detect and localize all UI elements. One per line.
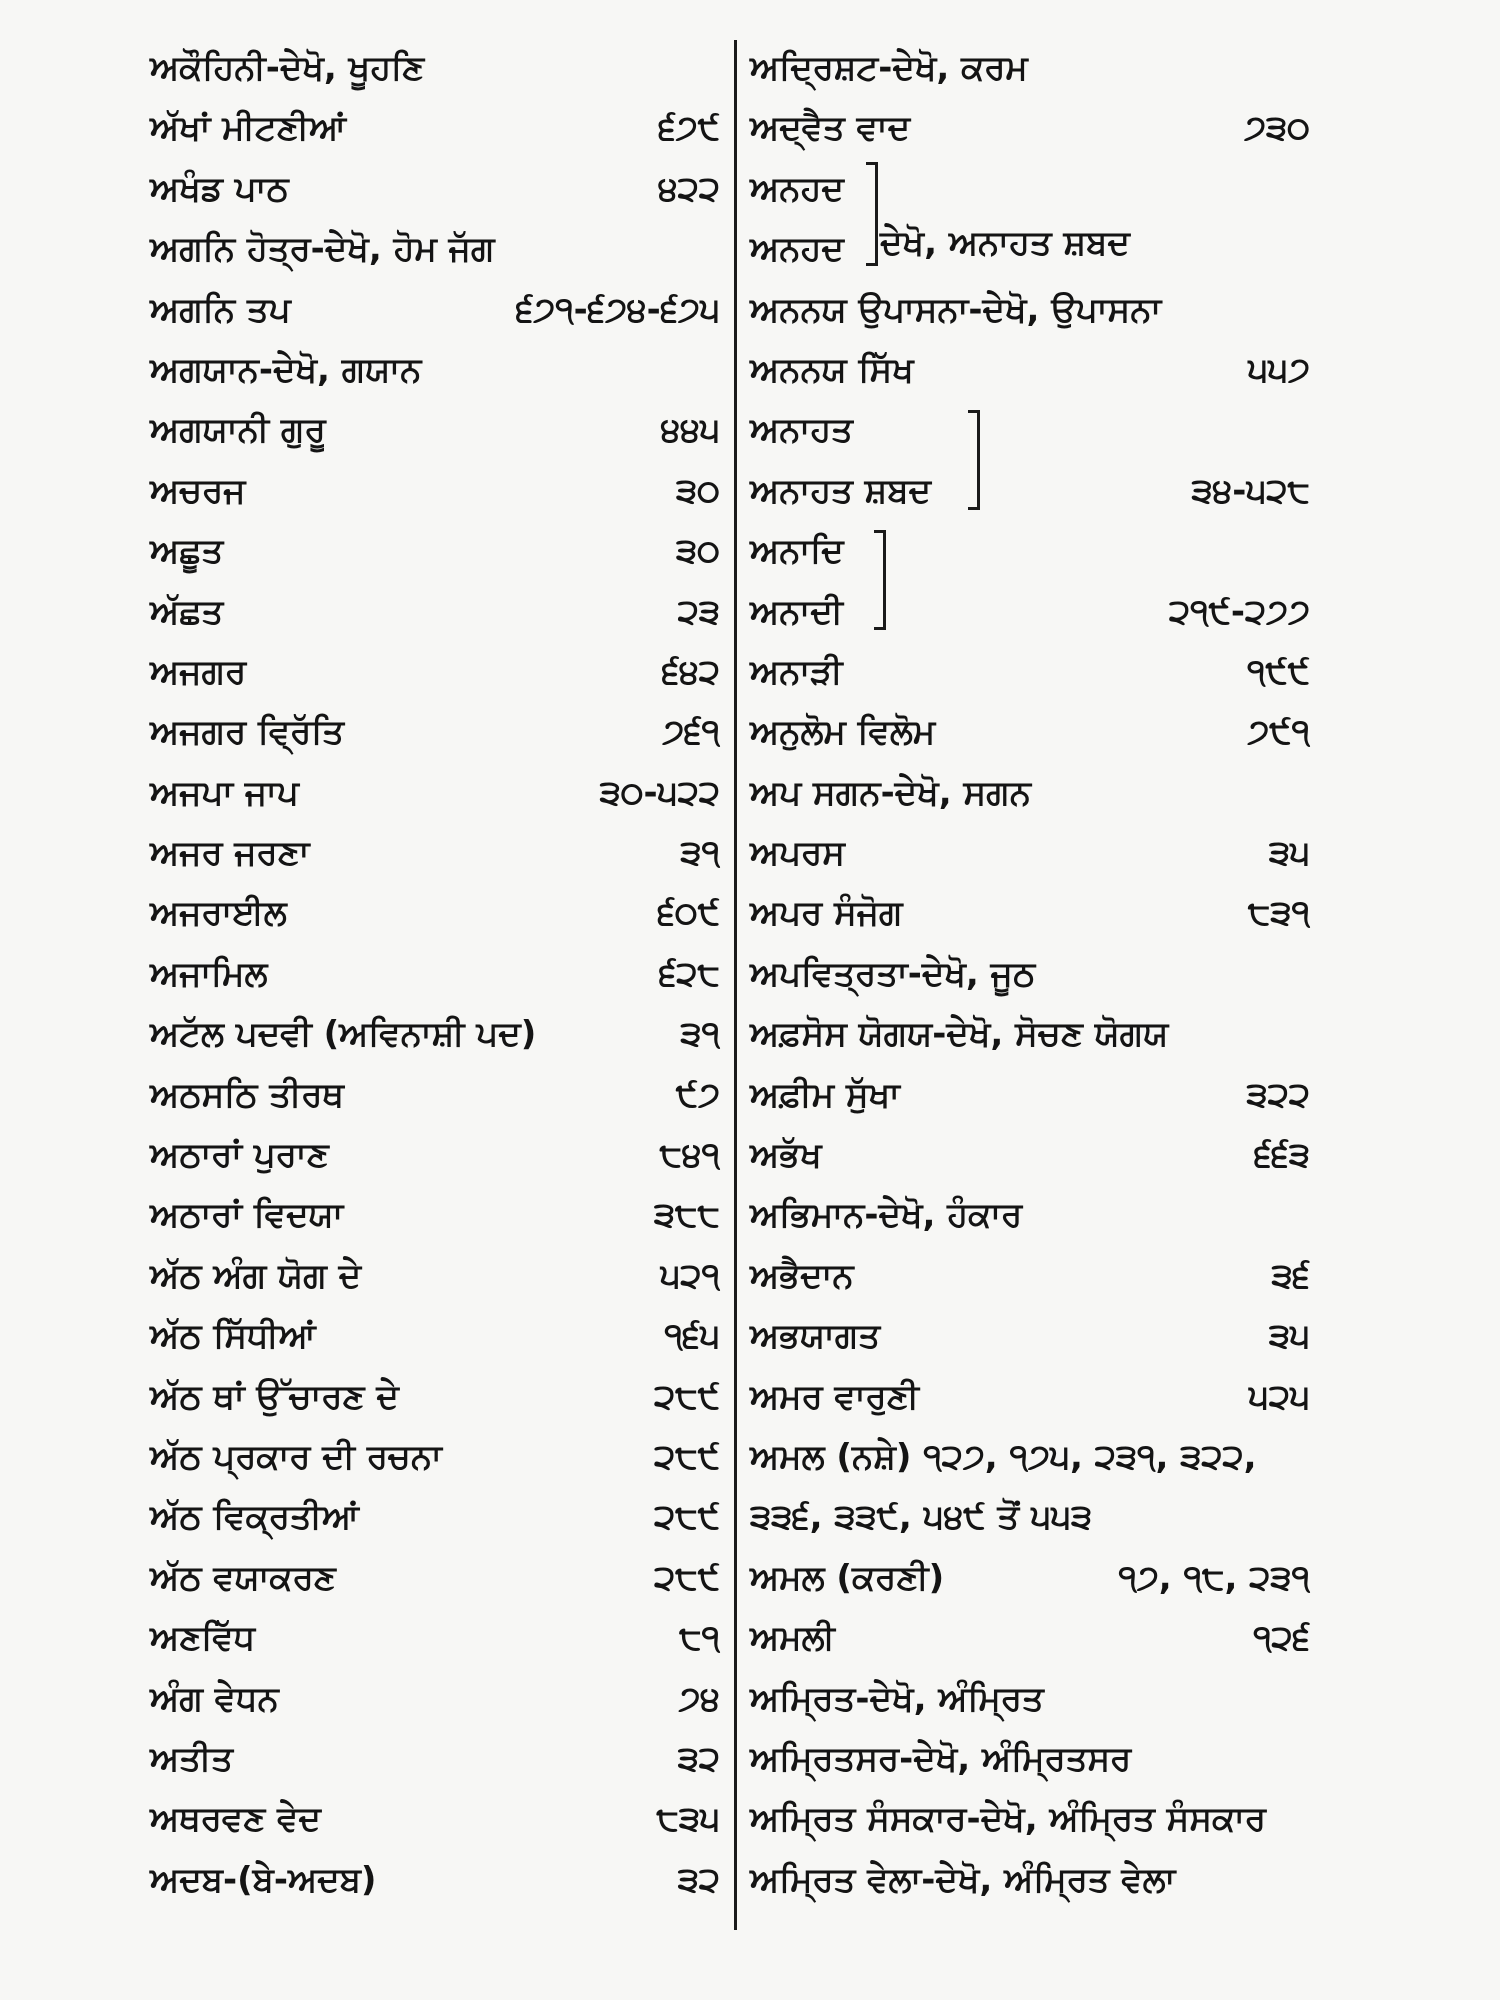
index-term: ਅਭਯਾਗਤ [750,1316,881,1357]
index-term: ਅੱਠ ਵਯਾਕਰਣ [150,1557,336,1598]
index-entry [150,763,720,823]
index-entry [150,461,720,521]
page-reference: ੨੮੯ [654,1376,720,1417]
index-term: ਅੱਛਤ [150,591,224,632]
index-term: ਅਥਰਵਣ ਵੇਦ [150,1799,321,1840]
page-reference: ੧੬੫ [664,1316,720,1357]
index-term: ਅਨਾਹਤ ਸ਼ਬਦ [750,470,932,511]
page-reference: ੪੨੨ [658,168,720,209]
page-reference: ੫੨੧ [660,1255,720,1296]
index-entry [150,400,720,460]
page-reference: ੩੦-੫੨੨ [599,772,720,813]
page-reference: ੧੨੬ [1253,1618,1310,1659]
index-entry [150,1850,720,1910]
index-term: ਅੱਠ ਵਿਕ੍ਰਤੀਆਂ [150,1497,360,1538]
index-entry [150,642,720,702]
index-term: ਅਫ਼ੀਮ ਸੁੱਖਾ [750,1074,900,1115]
page-reference: ੮੧ [679,1618,720,1659]
index-term: ਅਟੱਲ ਪਦਵੀ (ਅਵਿਨਾਸ਼ੀ ਪਦ) [150,1014,537,1055]
page-reference: ੨੮੯ [654,1436,720,1477]
page-reference: ੬੭੧-੬੭੪-੬੭੫ [515,289,720,330]
index-entry [150,38,720,98]
page-reference: ੭੪ [678,1678,720,1719]
index-entry [750,1850,1310,1910]
index-entry [750,1487,1310,1547]
page-reference: ੮੩੫ [656,1799,720,1840]
index-entry [150,1246,720,1306]
index-term: ਅਮਰ ਵਾਰੁਣੀ [750,1376,919,1417]
index-term: ਅਦ੍ਰਿਸ਼ਟ-ਦੇਖੋ, ਕਰਮ [750,48,1028,88]
index-entry [750,883,1310,943]
index-term: ਅਮਲ (ਕਰਣੀ) [750,1557,945,1598]
page-reference: ੩੪-੫੨੮ [1191,470,1310,511]
page-reference: ੬੬੩ [1254,1135,1310,1176]
index-entry [750,340,1310,400]
index-entry [750,1306,1310,1366]
index-entry [150,1427,720,1487]
page-reference: ੩੦ [676,531,720,572]
page-reference: ੨੮੯ [654,1557,720,1598]
index-entry [750,98,1310,158]
index-term: ਅਨਨਯ ਸਿੱਖ [750,349,914,390]
index-entry [750,1065,1310,1125]
index-entry [150,521,720,581]
index-entry [750,1185,1310,1245]
index-term: ਅਠਾਰਾਂ ਵਿਦਯਾ [150,1195,344,1236]
index-term: ਅੰਗ ਵੇਧਨ [150,1678,279,1719]
page-reference: ੭੯੧ [1247,712,1310,753]
index-term: ਅਪਰ ਸੰਜੋਗ [750,893,903,934]
index-term: ਅਜਗਰ [150,651,247,692]
page-reference: ੩੨੨ [1246,1074,1310,1115]
index-entry [750,702,1310,762]
index-term: ਅਜਪਾ ਜਾਪ [150,772,299,813]
page-reference: ੬੪੨ [661,651,720,692]
index-term: ਅਛੂਤ [150,531,224,572]
index-term: ਅਦਬ-(ਬੇ-ਅਦਬ) [150,1859,377,1900]
right-index-column [750,38,1310,1910]
index-term: ਅਜਗਰ ਵ੍ਰਿੱਤਿ [150,712,345,753]
index-entry [150,340,720,400]
index-term: ਅਭੱਖ [750,1135,822,1176]
index-term: ਅਮ੍ਰਿਤ ਵੇਲਾ-ਦੇਖੋ, ਅੰਮ੍ਰਿਤ ਵੇਲਾ [750,1859,1176,1900]
index-term: ਅਤੀਤ [150,1738,233,1779]
index-entry [150,582,720,642]
page-reference: ੧੭, ੧੮, ੨੩੧ [1118,1557,1310,1598]
index-entry [750,400,1310,460]
index-entry [150,1185,720,1245]
index-term: ਅਨੁਲੋਮ ਵਿਲੋਮ [750,712,936,753]
index-term: ਅਮਲੀ [750,1618,835,1659]
page-reference: ੩੧ [680,833,720,874]
index-entry [750,763,1310,823]
index-entry [150,823,720,883]
index-term: ਅਮ੍ਰਿਤ-ਦੇਖੋ, ਅੰਮ੍ਰਿਤ [750,1678,1044,1719]
anahat-bracket [968,410,980,510]
index-term: ਅਮਲ (ਨਸ਼ੇ) ੧੨੭, ੧੭੫, ੨੩੧, ੩੨੨, [750,1436,1257,1477]
column-divider [734,40,737,1930]
index-entry [750,461,1310,521]
index-term: ਅਣਵਿੱਧ [150,1618,256,1659]
index-term: ਅਗਨਿ ਤਪ [150,289,291,330]
index-term: ਅਪਵਿਤ੍ਰਤਾ-ਦੇਖੋ, ਜੂਠ [750,953,1036,994]
index-term: ਅਫ਼ਸੋਸ ਯੋਗਯ-ਦੇਖੋ, ਸੋਚਣ ਯੋਗਯ [750,1014,1169,1055]
index-entry [750,582,1310,642]
page-reference: ੩੮੮ [653,1195,720,1236]
index-term: ਅਜਾਮਿਲ [150,953,268,994]
left-index-column [150,38,720,1910]
index-term: ਅਭਿਮਾਨ-ਦੇਖੋ, ਹੰਕਾਰ [750,1195,1023,1236]
index-entry [750,1608,1310,1668]
page-reference: ੨੧੯-੨੭੭ [1169,591,1310,632]
index-term: ਅਨਾਹਤ [750,410,853,451]
index-term: ਅੱਠ ਸਿੱਧੀਆਂ [150,1316,316,1357]
page-reference: ੩੫ [1268,1316,1310,1357]
page-reference: ੮੪੧ [659,1135,720,1176]
index-entry [150,1669,720,1729]
page-reference: ੨੩ [677,591,720,632]
page-reference: ੫੨੫ [1248,1376,1310,1417]
anahad-see-reference: ਦੇਖੋ, ਅਨਾਹਤ ਸ਼ਬਦ [880,223,1130,263]
index-entry [150,1789,720,1849]
anadi-bracket [874,530,886,630]
index-entry [750,642,1310,702]
index-term: ਅਮ੍ਰਿਤ ਸੰਸਕਾਰ-ਦੇਖੋ, ਅੰਮ੍ਰਿਤ ਸੰਸਕਾਰ [750,1799,1266,1840]
index-entry [750,1729,1310,1789]
index-entry [750,38,1310,98]
page-reference: ੬੭੯ [658,108,720,149]
page-reference: ੭੬੧ [662,712,720,753]
page-reference: ੨੮੯ [654,1497,720,1538]
index-entry [750,1004,1310,1064]
index-entry [150,944,720,1004]
page-reference: ੬੨੮ [659,953,720,994]
index-term: ਅਦ੍ਵੈਤ ਵਾਦ [750,108,911,149]
page-reference: ੩੬ [1271,1255,1310,1296]
index-entry [750,823,1310,883]
page-reference: ੯੭ [675,1074,720,1115]
page-reference: ੭੩੦ [1244,108,1310,149]
index-term: ਅਪਰਸ [750,833,845,874]
index-term: ਅਗਨਿ ਹੋਤ੍ਰ-ਦੇਖੋ, ਹੋਮ ਜੱਗ [150,229,495,270]
index-term: ਅਨਾੜੀ [750,651,843,692]
index-entry [150,1125,720,1185]
index-entry [150,1608,720,1668]
index-entry [750,1548,1310,1608]
index-term: ਅਨਨਯ ਉਪਾਸਨਾ-ਦੇਖੋ, ਉਪਾਸਨਾ [750,289,1162,330]
index-entry [150,98,720,158]
index-term: ਅਠਸਠਿ ਤੀਰਥ [150,1074,344,1115]
index-entry [150,1004,720,1064]
index-entry [750,280,1310,340]
index-term: ਅਜਰਾਈਲ [150,893,287,934]
index-term: ਅਭੈਦਾਨ [750,1255,854,1296]
page-reference: ੩੧ [680,1014,720,1055]
index-entry [750,1669,1310,1729]
index-entry [750,159,1310,219]
index-entry [150,219,720,279]
index-term: ਅਕੌਹਿਨੀ-ਦੇਖੋ, ਖੂਹਣਿ [150,48,425,88]
index-entry [150,1548,720,1608]
index-entry [150,1487,720,1547]
index-entry [150,883,720,943]
page-reference: ੩੨ [677,1738,720,1779]
index-term: ਅੱਠ ਅੰਗ ਯੋਗ ਦੇ [150,1255,362,1296]
page-reference: ੮੩੧ [1247,893,1310,934]
index-term: ਅਪ ਸਗਨ-ਦੇਖੋ, ਸਗਨ [750,772,1032,813]
index-entry [150,280,720,340]
index-term: ਅਗਯਾਨ-ਦੇਖੋ, ਗਯਾਨ [150,349,422,390]
index-term: ਅੱਠ ਪ੍ਰਕਾਰ ਦੀ ਰਚਨਾ [150,1436,442,1477]
index-term: ਅਜਰ ਜਰਣਾ [150,833,310,874]
page-reference: ੪੪੫ [660,410,720,451]
anahad-bracket [866,162,878,266]
index-term: ਅਨਹਦ [750,168,844,209]
page-reference: ੩੦ [676,470,720,511]
index-term: ਅਨਾਦੀ [750,591,843,632]
index-term: ਅਚਰਜ [150,470,246,511]
index-entry [150,1306,720,1366]
index-term: ਅਮ੍ਰਿਤਸਰ-ਦੇਖੋ, ਅੰਮ੍ਰਿਤਸਰ [750,1738,1132,1779]
index-entry [750,944,1310,1004]
index-entry [150,1367,720,1427]
index-entry [150,159,720,219]
index-entry [150,702,720,762]
index-term: ਅਖੰਡ ਪਾਠ [150,168,289,209]
index-term: ਅਠਾਰਾਂ ਪੁਰਾਣ [150,1135,329,1176]
index-term: ਅੱਠ ਥਾਂ ਉੱਚਾਰਣ ਦੇ [150,1376,399,1417]
index-term: ਅਨਾਦਿ [750,531,844,572]
index-entry [750,521,1310,581]
index-entry [150,1065,720,1125]
index-entry [750,1125,1310,1185]
page-reference: ੫੫੭ [1248,349,1310,390]
index-entry [750,1246,1310,1306]
index-entry [750,1427,1310,1487]
page-reference: ੬੦੯ [657,893,720,934]
index-entry [150,1729,720,1789]
index-term: ਅਨਹਦ [750,229,844,270]
index-term: ੩੩੬, ੩੩੯, ੫੪੯ ਤੋਂ ੫੫੩ [750,1497,1093,1538]
index-term: ਅੱਖਾਂ ਮੀਟਣੀਆਂ [150,108,347,149]
page-reference: ੧੯੯ [1246,651,1310,692]
page-reference: ੩੨ [677,1859,720,1900]
index-term: ਅਗਯਾਨੀ ਗੁਰੂ [150,410,326,451]
index-entry [750,1367,1310,1427]
index-entry [750,1789,1310,1849]
page-reference: ੩੫ [1268,833,1310,874]
